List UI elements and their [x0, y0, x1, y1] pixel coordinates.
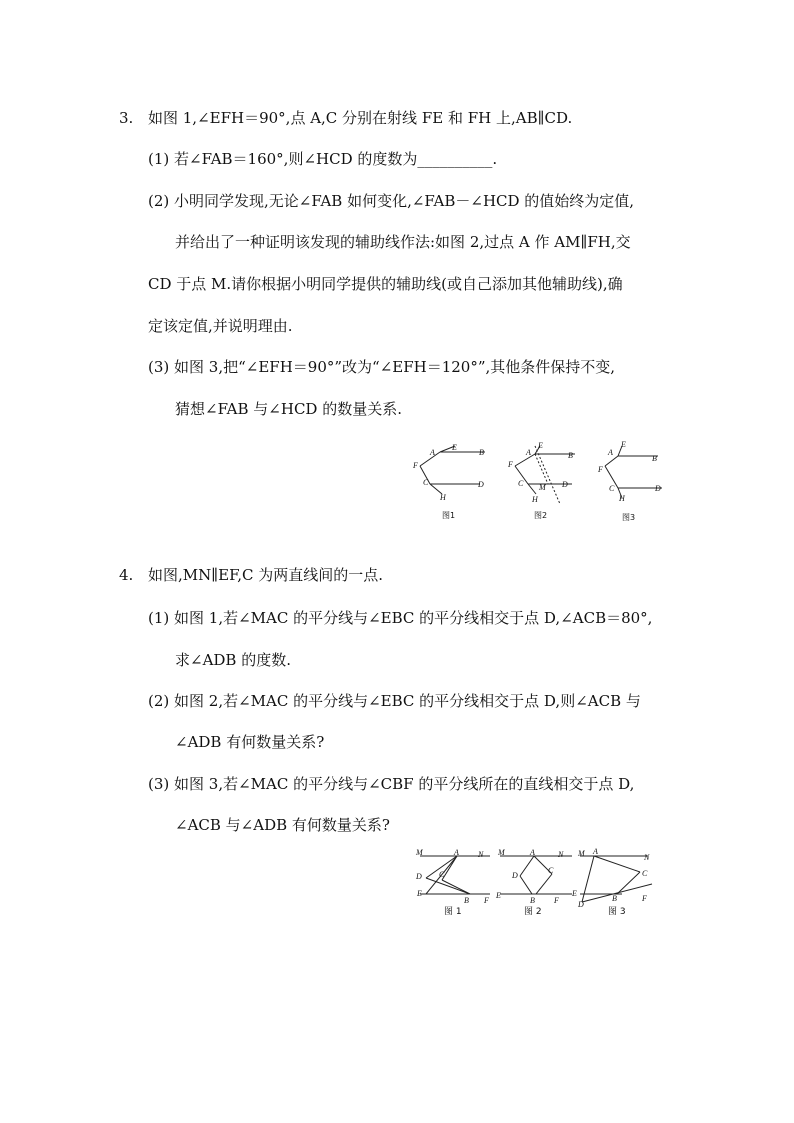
problem-3-part-1: (1) 若∠FAB＝160°,则∠HCD 的度数为__________. [148, 150, 498, 168]
problem-4-part-3-line-2: ∠ACB 与∠ADB 有何数量关系? [175, 816, 390, 834]
f4-2-label-e: E [496, 891, 501, 900]
p4-fig3-caption: 图 3 [608, 907, 626, 917]
p4-fig2-caption: 图 2 [524, 907, 542, 917]
problem-4-part-2-line-2: ∠ADB 有何数量关系? [175, 733, 325, 751]
fig3-label-h: H [619, 494, 625, 503]
problem-3-part-3-line-2: 猜想∠FAB 与∠HCD 的数量关系. [175, 400, 402, 418]
f4-2-label-b: B [530, 896, 535, 905]
fig3-label-e: E [621, 440, 626, 449]
fig1-label-a: A [430, 448, 435, 457]
fig3-label-c: C [609, 484, 615, 493]
problem-4-number: 4. [119, 566, 134, 584]
problem-4-part-2-line-1: (2) 如图 2,若∠MAC 的平分线与∠EBC 的平分线相交于点 D,则∠ACB 与 [148, 692, 641, 710]
f4-3-label-m: M [578, 849, 585, 858]
f4-3-label-n: N [644, 853, 650, 862]
fig3-label-f: F [598, 465, 603, 474]
fig2-label-f: F [508, 460, 513, 469]
fig2-label-e: E [538, 441, 543, 450]
problem-3-number: 3. [119, 109, 134, 127]
f4-2-label-c: C [548, 866, 554, 875]
f4-1-label-n: N [478, 850, 484, 859]
problem-3-part-2-line-4: 定该定值,并说明理由. [148, 317, 293, 335]
p4-fig1-caption: 图 1 [444, 907, 462, 917]
problem-3-part-3-line-1: (3) 如图 3,把“∠EFH＝90°”改为“∠EFH＝120°”,其他条件保持不变, [148, 358, 616, 376]
fig1-label-f: F [413, 461, 418, 470]
fig3-label-a: A [608, 448, 613, 457]
fig1-label-b: B [479, 448, 484, 457]
p3-fig3-caption: 图3 [622, 513, 636, 522]
f4-1-label-f: F [484, 896, 489, 905]
f4-2-label-d: D [512, 871, 518, 880]
fig1-label-d: D [478, 480, 484, 489]
f4-3-label-c: C [642, 869, 648, 878]
f4-1-label-e: E [417, 889, 422, 898]
fig1-label-c: C [423, 478, 429, 487]
problem-3-part-2-line-3: CD 于点 M.请你根据小明同学提供的辅助线(或自己添加其他辅助线),确 [148, 275, 623, 293]
fig2-label-d: D [562, 480, 568, 489]
f4-1-label-d: D [416, 872, 422, 881]
problem-3-part-2-line-2: 并给出了一种证明该发现的辅助线作法:如图 2,过点 A 作 AM∥FH,交 [175, 233, 631, 251]
problem-3-stem: 如图 1,∠EFH＝90°,点 A,C 分别在射线 FE 和 FH 上,AB∥CD. [148, 109, 573, 127]
problem-4-part-1-line-1: (1) 如图 1,若∠MAC 的平分线与∠EBC 的平分线相交于点 D,∠ACB＝80°, [148, 609, 653, 627]
f4-3-label-a: A [593, 847, 598, 856]
f4-2-label-n: N [558, 850, 564, 859]
problem-4-figures [412, 846, 662, 918]
f4-3-label-e: E [572, 889, 577, 898]
problem-3-figures [400, 438, 680, 528]
f4-3-label-b: B [612, 894, 617, 903]
f4-3-label-f: F [642, 894, 647, 903]
fig2-label-b: B [568, 451, 573, 460]
problem-4-part-3-line-1: (3) 如图 3,若∠MAC 的平分线与∠CBF 的平分线所在的直线相交于点 D, [148, 775, 635, 793]
fig2-label-a: A [526, 448, 531, 457]
f4-1-label-a: A [454, 848, 459, 857]
f4-2-label-a: A [530, 848, 535, 857]
fig3-label-b: B [652, 454, 657, 463]
f4-1-label-b: B [464, 896, 469, 905]
fig3-label-d: D [655, 484, 661, 493]
p3-fig1-caption: 图1 [442, 511, 456, 520]
fig2-label-c: C [518, 479, 524, 488]
f4-1-label-m: M [416, 848, 423, 857]
f4-1-label-c: C [439, 870, 445, 879]
f4-2-label-m: M [498, 848, 505, 857]
problem-3-part-2-line-1: (2) 小明同学发现,无论∠FAB 如何变化,∠FAB－∠HCD 的值始终为定值, [148, 192, 635, 210]
fig1-label-e: E [452, 443, 457, 452]
problem-4-part-1-line-2: 求∠ADB 的度数. [175, 651, 291, 669]
f4-3-label-d: D [578, 900, 584, 909]
fig2-label-m: M [539, 483, 546, 492]
p3-fig2-caption: 图2 [534, 511, 548, 520]
problem-4-stem: 如图,MN∥EF,C 为两直线间的一点. [148, 566, 383, 584]
fig1-label-h: H [440, 493, 446, 502]
f4-2-label-f: F [554, 896, 559, 905]
fig2-label-h: H [532, 495, 538, 504]
